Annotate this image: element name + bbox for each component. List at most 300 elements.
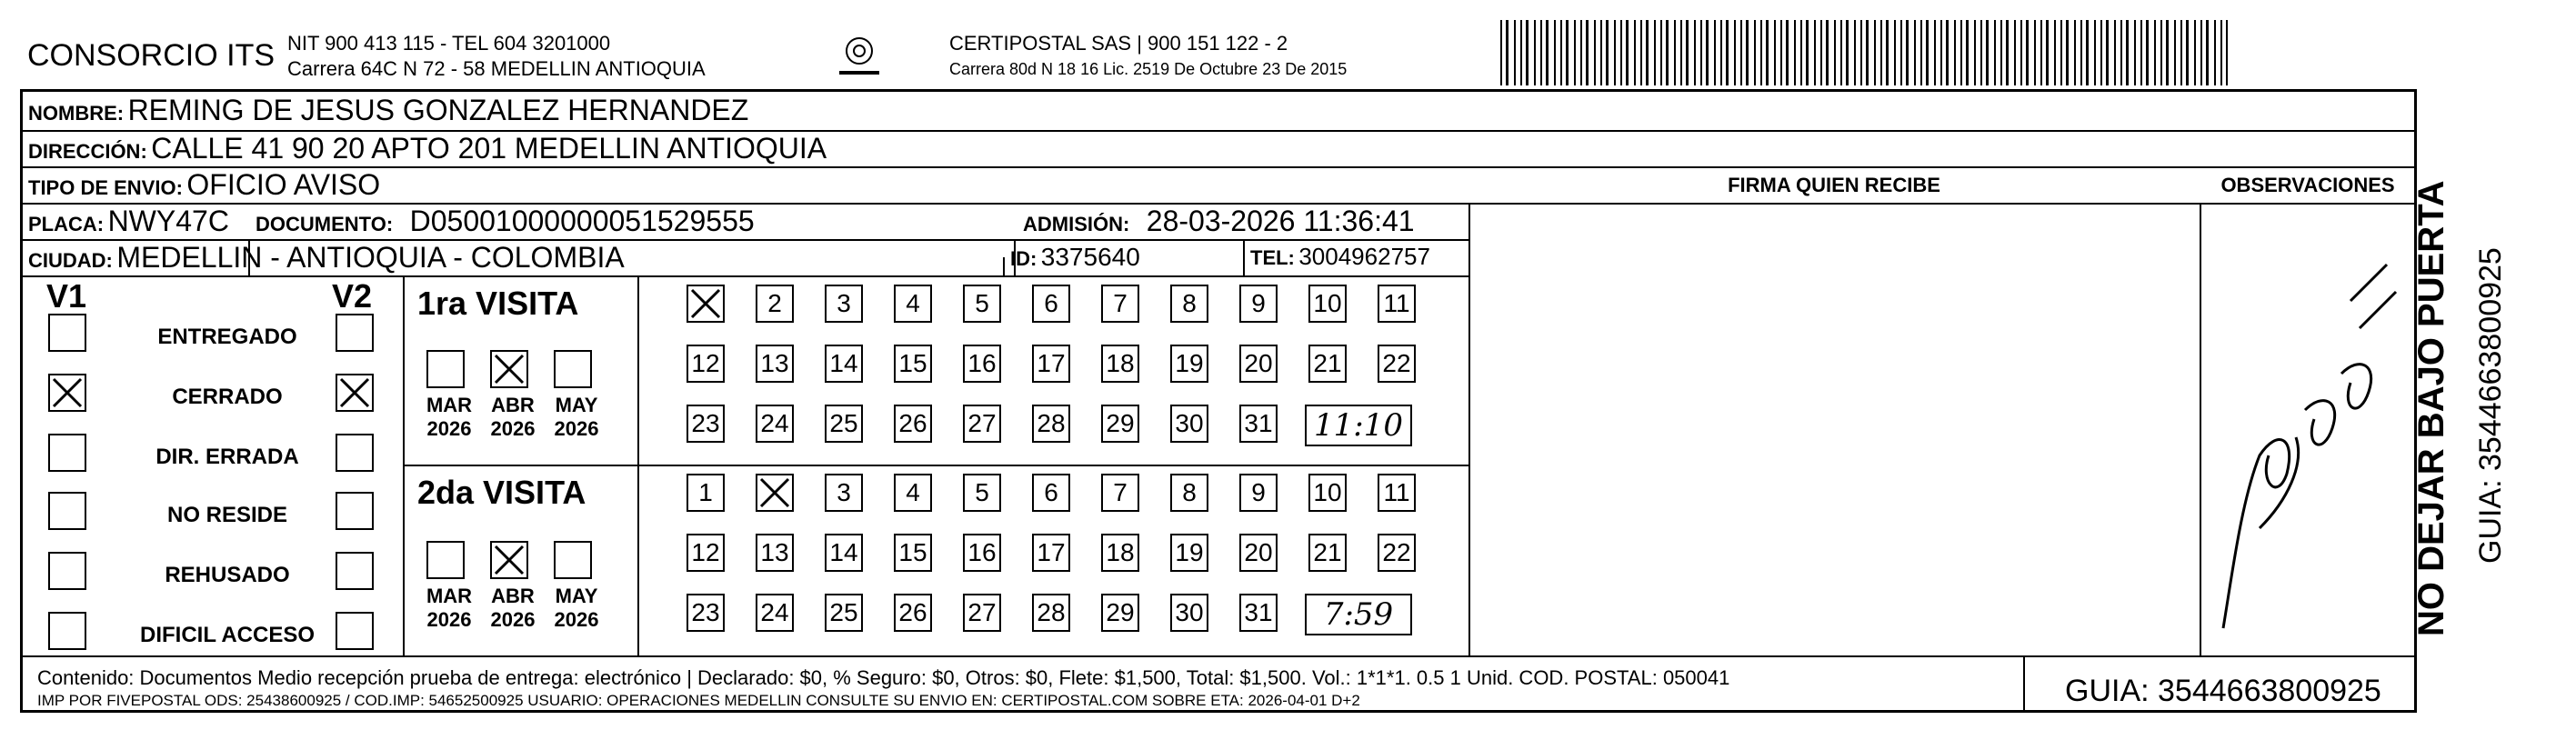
day-number: 18 [1106, 349, 1135, 377]
day-number: 7 [1113, 478, 1128, 506]
month-year: 2026 [490, 608, 536, 631]
day-number: 13 [760, 349, 789, 377]
day-box[interactable] [825, 405, 863, 443]
day-number: 12 [691, 538, 720, 566]
month-year: 2026 [554, 608, 599, 631]
v1-label: V1 [46, 277, 87, 315]
barcode-bar [1934, 20, 1936, 85]
day-number: 5 [975, 478, 989, 506]
day-box[interactable] [894, 345, 932, 383]
day-number: 28 [1037, 409, 1066, 437]
ciudad-label: CIUDAD: [28, 249, 113, 272]
carrier-address: Carrera 80d N 18 16 Lic. 2519 De Octubre 23 De 2015 [949, 60, 1348, 78]
barcode-bar [2126, 20, 2129, 85]
barcode-bar [1960, 20, 1962, 85]
admision-label: ADMISIÓN: [1023, 213, 1130, 235]
barcode-bar [1754, 20, 1756, 85]
day-number: 4 [906, 289, 920, 317]
barcode-bar [2094, 20, 2096, 85]
barcode-bar [1766, 20, 1769, 85]
barcode-bar [1640, 20, 1642, 85]
month-name: MAR [426, 394, 473, 416]
day-number: 17 [1037, 538, 1066, 566]
day-box[interactable] [1101, 345, 1139, 383]
x-mark-icon [337, 375, 372, 410]
nombre-value: REMING DE JESUS GONZALEZ HERNANDEZ [127, 94, 749, 126]
day-box[interactable] [756, 405, 794, 443]
day-number: 27 [967, 409, 997, 437]
v1-checkbox[interactable] [48, 314, 86, 352]
day-box[interactable] [1239, 594, 1278, 632]
barcode-bar [2174, 20, 2176, 85]
day-number: 17 [1037, 349, 1066, 377]
day-number: 20 [1244, 538, 1273, 566]
day-box[interactable] [687, 594, 725, 632]
day-number: 12 [691, 349, 720, 377]
day-number: 22 [1382, 349, 1411, 377]
carrier-name: CERTIPOSTAL SAS | 900 151 122 - 2 [949, 32, 1288, 55]
month-label [481, 585, 545, 632]
barcode-bar [2026, 20, 2029, 85]
day-number: 11 [1383, 289, 1410, 317]
tipo-value: OFICIO AVISO [186, 168, 381, 201]
month-name: ABR [491, 585, 535, 607]
barcode-bar [1660, 20, 1662, 85]
day-box[interactable] [894, 594, 932, 632]
day-number: 21 [1313, 538, 1342, 566]
day-number: 30 [1175, 409, 1204, 437]
barcode-bar [1740, 20, 1742, 85]
placa-label: PLACA: [28, 213, 105, 235]
v1-checkbox[interactable] [48, 374, 86, 412]
day-box[interactable] [756, 474, 794, 512]
day-box[interactable] [963, 345, 1001, 383]
barcode-bar [1514, 20, 1516, 85]
status-label: REHUSADO [165, 563, 290, 587]
firma-label: FIRMA QUIEN RECIBE [1728, 174, 1940, 196]
v2-checkbox[interactable] [336, 612, 374, 650]
day-number: 8 [1182, 289, 1197, 317]
day-box[interactable] [1378, 534, 1416, 572]
barcode-bar [1866, 20, 1869, 85]
placa-row [28, 205, 229, 238]
barcode-bar [1826, 20, 1829, 85]
barcode-bar [1746, 20, 1749, 85]
ciudad-row [28, 241, 625, 275]
barcode-bar [2146, 20, 2149, 85]
day-box[interactable] [1032, 594, 1070, 632]
day-number: 9 [1251, 289, 1266, 317]
month-label [481, 394, 545, 441]
day-number: 14 [829, 538, 858, 566]
barcode-bar [1926, 20, 1929, 85]
second-visit-label: 2da VISITA [417, 474, 586, 511]
month-checkbox[interactable] [426, 350, 465, 388]
day-box[interactable] [1170, 285, 1208, 323]
id-value: 3375640 [1040, 243, 1140, 271]
v2-checkbox[interactable] [336, 314, 374, 352]
barcode-bar [2214, 20, 2216, 85]
barcode-bar [1800, 20, 1802, 85]
day-box[interactable] [1101, 285, 1139, 323]
day-number: 26 [898, 598, 927, 626]
barcode-bar [2160, 20, 2162, 85]
barcode-bar [2054, 20, 2056, 85]
id-label: ID: [1010, 247, 1037, 270]
id-row [1010, 243, 1140, 272]
barcode-bar [2206, 20, 2209, 85]
barcode-bar [2014, 20, 2016, 85]
certipostal-logo-icon [832, 29, 887, 84]
day-box[interactable] [825, 345, 863, 383]
barcode-bar [1714, 20, 1716, 85]
barcode-bar [1914, 20, 1916, 85]
admision-row [1023, 205, 1415, 238]
barcode-bar [1526, 20, 1529, 85]
day-number: 4 [906, 478, 920, 506]
day-box[interactable] [1378, 345, 1416, 383]
month-checkbox[interactable] [490, 350, 528, 388]
nombre-row [28, 94, 748, 127]
tel-value: 3004962757 [1298, 243, 1430, 270]
barcode-bar [1626, 20, 1629, 85]
day-box[interactable] [963, 405, 1001, 443]
barcode-bar [1580, 20, 1582, 85]
barcode-bar [2006, 20, 2009, 85]
barcode-bar [2060, 20, 2062, 85]
month-checkbox[interactable] [554, 541, 592, 579]
day-number: 26 [898, 409, 927, 437]
day-box[interactable] [825, 474, 863, 512]
day-number: 10 [1313, 478, 1342, 506]
barcode-bar [1546, 20, 1549, 85]
barcode-bar [1760, 20, 1762, 85]
day-box[interactable] [1101, 594, 1139, 632]
day-box[interactable] [1239, 405, 1278, 443]
barcode-bar [1594, 20, 1596, 85]
day-number: 6 [1044, 289, 1058, 317]
day-box[interactable] [1170, 474, 1208, 512]
day-box[interactable] [1239, 345, 1278, 383]
barcode-bar [1534, 20, 1536, 85]
tipo-row [28, 168, 380, 202]
barcode-bar [1600, 20, 1602, 85]
barcode-bar [2134, 20, 2136, 85]
day-box[interactable] [963, 474, 1001, 512]
day-box[interactable] [1032, 405, 1070, 443]
handwritten-time: 7:59 [1305, 594, 1412, 635]
barcode-bar [2086, 20, 2089, 85]
day-box[interactable] [756, 534, 794, 572]
month-year: 2026 [490, 417, 536, 440]
day-box[interactable] [963, 594, 1001, 632]
day-box[interactable] [825, 534, 863, 572]
status-label: CERRADO [172, 385, 283, 409]
company-nit-tel: NIT 900 413 115 - TEL 604 3201000 [287, 32, 611, 55]
barcode-bar [1860, 20, 1862, 85]
barcode-bar [1834, 20, 1836, 85]
barcode-bar [1794, 20, 1796, 85]
day-number: 5 [975, 289, 989, 317]
day-box[interactable] [1032, 474, 1070, 512]
barcode-bar [2000, 20, 2002, 85]
v2-checkbox[interactable] [336, 374, 374, 412]
direccion-label: DIRECCIÓN: [28, 140, 147, 163]
ciudad-value: MEDELLIN - ANTIOQUIA - COLOMBIA [116, 241, 625, 274]
barcode-bar [2186, 20, 2189, 85]
delivery-form [20, 89, 2417, 713]
direccion-value: CALLE 41 90 20 APTO 201 MEDELLIN ANTIOQUIA [151, 132, 827, 165]
documento-label: DOCUMENTO: [256, 213, 394, 235]
barcode-bar [1634, 20, 1636, 85]
tel-row [1250, 243, 1430, 271]
barcode-bar [2180, 20, 2182, 85]
day-number: 7 [1113, 289, 1128, 317]
month-name: ABR [491, 394, 535, 416]
footer-guia: GUIA: 3544663800925 [2065, 674, 2381, 708]
day-box[interactable] [1101, 474, 1139, 512]
month-name: MAR [426, 585, 473, 607]
handwritten-observation [2205, 228, 2414, 646]
status-label: NO RESIDE [166, 503, 288, 527]
barcode-bar [1506, 20, 1509, 85]
barcode-bar [2106, 20, 2109, 85]
barcode-bar [1946, 20, 1949, 85]
v2-label: V2 [332, 277, 373, 315]
barcode-bar [1814, 20, 1816, 85]
day-box[interactable] [687, 534, 725, 572]
x-mark-icon [492, 352, 526, 386]
day-number: 16 [967, 349, 997, 377]
day-box[interactable] [1308, 474, 1347, 512]
barcode-bar [1920, 20, 1922, 85]
day-box[interactable] [894, 285, 932, 323]
footer-contenido: Contenido: Documentos Medio recepción prueba de entrega: electrónico | Declarado: $0, % Seguro: $0, Otros: $0, Flete: $1,500, Total: $1,500. Vol.: 1*1*1. 0.5 1 Unid. COD. POSTAL: 050041 [37, 666, 1730, 689]
barcode-bar [2226, 20, 2228, 85]
barcode-bar [1674, 20, 1676, 85]
day-number: 15 [898, 349, 927, 377]
barcode-bar [1780, 20, 1782, 85]
day-number: 23 [691, 598, 720, 626]
v1-checkbox[interactable] [48, 434, 86, 472]
x-mark-icon [492, 543, 526, 577]
barcode-bar [1774, 20, 1776, 85]
barcode-bar [1686, 20, 1689, 85]
observaciones-label: OBSERVACIONES [2220, 174, 2395, 196]
barcode-bar [1886, 20, 1889, 85]
day-box[interactable] [1239, 534, 1278, 572]
day-number: 21 [1313, 349, 1342, 377]
v2-checkbox[interactable] [336, 492, 374, 530]
day-number: 23 [691, 409, 720, 437]
day-box[interactable] [1032, 345, 1070, 383]
month-label [417, 585, 481, 632]
barcode-bar [1720, 20, 1722, 85]
day-box[interactable] [756, 345, 794, 383]
admision-value: 28-03-2026 11:36:41 [1146, 205, 1415, 237]
day-box[interactable] [1170, 345, 1208, 383]
status-label: DIR. ERRADA [155, 445, 299, 469]
day-number: 11 [1383, 478, 1410, 506]
status-label: DIFICIL ACCESO [139, 623, 315, 647]
day-number: 22 [1382, 538, 1411, 566]
day-box[interactable] [1170, 405, 1208, 443]
barcode-bar [2080, 20, 2082, 85]
footer-imp: IMP POR FIVEPOSTAL ODS: 25438600925 / COD.IMP: 54652500925 USUARIO: OPERACIONES MEDELLIN CONSULTE SU ENVIO EN: CERTIPOSTAL.COM SOBRE ETA: 2026-04-01 D+2 [37, 692, 1360, 709]
day-box[interactable] [963, 285, 1001, 323]
month-name: MAY [555, 585, 598, 607]
day-box[interactable] [1308, 285, 1347, 323]
barcode-bar [1586, 20, 1589, 85]
month-checkbox[interactable] [490, 541, 528, 579]
barcode-bar [1840, 20, 1842, 85]
day-number: 31 [1244, 409, 1273, 437]
side-guia: GUIA: 3544663800925 [2473, 247, 2508, 564]
company-info [287, 31, 706, 82]
day-box[interactable] [687, 474, 725, 512]
barcode-bar [2194, 20, 2196, 85]
day-box[interactable] [1032, 534, 1070, 572]
day-box[interactable] [1239, 285, 1278, 323]
month-label [545, 394, 608, 441]
barcode-bar [1734, 20, 1736, 85]
nombre-label: NOMBRE: [28, 102, 125, 125]
day-number: 9 [1251, 478, 1266, 506]
day-box[interactable] [1239, 474, 1278, 512]
barcode-bar [2046, 20, 2049, 85]
barcode-bar [1540, 20, 1542, 85]
day-number: 27 [967, 598, 997, 626]
barcode-bar [1554, 20, 1556, 85]
barcode-bar [2140, 20, 2142, 85]
day-number: 3 [837, 478, 851, 506]
day-number: 1 [698, 478, 713, 506]
day-box[interactable] [1378, 285, 1416, 323]
day-box[interactable] [687, 285, 725, 323]
barcode-bar [2200, 20, 2202, 85]
day-box[interactable] [963, 534, 1001, 572]
barcode-bar [1654, 20, 1656, 85]
day-box[interactable] [1308, 345, 1347, 383]
barcode-bar [1820, 20, 1822, 85]
day-number: 28 [1037, 598, 1066, 626]
barcode-bar [1980, 20, 1982, 85]
day-number: 25 [829, 598, 858, 626]
barcode-bar [1560, 20, 1562, 85]
first-visit-label: 1ra VISITA [417, 285, 579, 322]
barcode-bar [1854, 20, 1856, 85]
tel-label: TEL: [1250, 246, 1295, 269]
day-box[interactable] [825, 285, 863, 323]
v1-checkbox[interactable] [48, 612, 86, 650]
day-number: 19 [1175, 538, 1204, 566]
carrier-info [949, 31, 1347, 82]
day-box[interactable] [894, 474, 932, 512]
day-number: 10 [1313, 289, 1342, 317]
day-box[interactable] [825, 594, 863, 632]
barcode-bar [2066, 20, 2069, 85]
month-label [417, 394, 481, 441]
status-label: ENTREGADO [157, 325, 297, 349]
day-number: 16 [967, 538, 997, 566]
v1-checkbox[interactable] [48, 552, 86, 590]
day-box[interactable] [1101, 534, 1139, 572]
day-number: 20 [1244, 349, 1273, 377]
v1-checkbox[interactable] [48, 492, 86, 530]
day-number: 24 [760, 598, 789, 626]
barcode [1500, 20, 2228, 85]
barcode-bar [1906, 20, 1909, 85]
barcode-bar [1786, 20, 1789, 85]
barcode-bar [1500, 20, 1502, 85]
direccion-row [28, 132, 827, 165]
day-number: 2 [767, 289, 782, 317]
barcode-bar [1646, 20, 1649, 85]
day-number: 24 [760, 409, 789, 437]
v2-checkbox[interactable] [336, 552, 374, 590]
barcode-bar [2220, 20, 2222, 85]
tipo-label: TIPO DE ENVIO: [28, 176, 183, 199]
barcode-bar [2034, 20, 2036, 85]
barcode-bar [1880, 20, 1882, 85]
barcode-bar [1726, 20, 1729, 85]
barcode-bar [1940, 20, 1942, 85]
company-address: Carrera 64C N 72 - 58 MEDELLIN ANTIOQUIA [287, 57, 706, 80]
barcode-bar [1894, 20, 1896, 85]
day-box[interactable] [756, 285, 794, 323]
day-number: 31 [1244, 598, 1273, 626]
barcode-bar [1566, 20, 1569, 85]
barcode-bar [1874, 20, 1876, 85]
handwritten-time: 11:10 [1305, 405, 1412, 446]
barcode-bar [1994, 20, 1996, 85]
day-box[interactable] [687, 345, 725, 383]
barcode-bar [2040, 20, 2042, 85]
day-number: 29 [1106, 598, 1135, 626]
v2-checkbox[interactable] [336, 434, 374, 472]
day-box[interactable] [1378, 474, 1416, 512]
day-box[interactable] [1170, 594, 1208, 632]
barcode-bar [1966, 20, 1969, 85]
barcode-bar [2120, 20, 2122, 85]
day-box[interactable] [894, 405, 932, 443]
month-year: 2026 [426, 608, 472, 631]
day-box[interactable] [1170, 534, 1208, 572]
month-year: 2026 [554, 417, 599, 440]
month-checkbox[interactable] [426, 541, 465, 579]
day-box[interactable] [1308, 534, 1347, 572]
day-box[interactable] [1032, 285, 1070, 323]
day-box[interactable] [894, 534, 932, 572]
day-number: 3 [837, 289, 851, 317]
barcode-bar [1806, 20, 1809, 85]
x-mark-icon [757, 475, 792, 510]
day-box[interactable] [687, 405, 725, 443]
day-number: 19 [1175, 349, 1204, 377]
day-number: 30 [1175, 598, 1204, 626]
month-name: MAY [555, 394, 598, 416]
barcode-bar [2114, 20, 2116, 85]
barcode-bar [1974, 20, 1976, 85]
barcode-bar [1694, 20, 1696, 85]
barcode-bar [1606, 20, 1609, 85]
month-checkbox[interactable] [554, 350, 592, 388]
day-box[interactable] [756, 594, 794, 632]
barcode-bar [1954, 20, 1956, 85]
day-box[interactable] [1101, 405, 1139, 443]
documento-row [256, 205, 755, 238]
day-number: 8 [1182, 478, 1197, 506]
